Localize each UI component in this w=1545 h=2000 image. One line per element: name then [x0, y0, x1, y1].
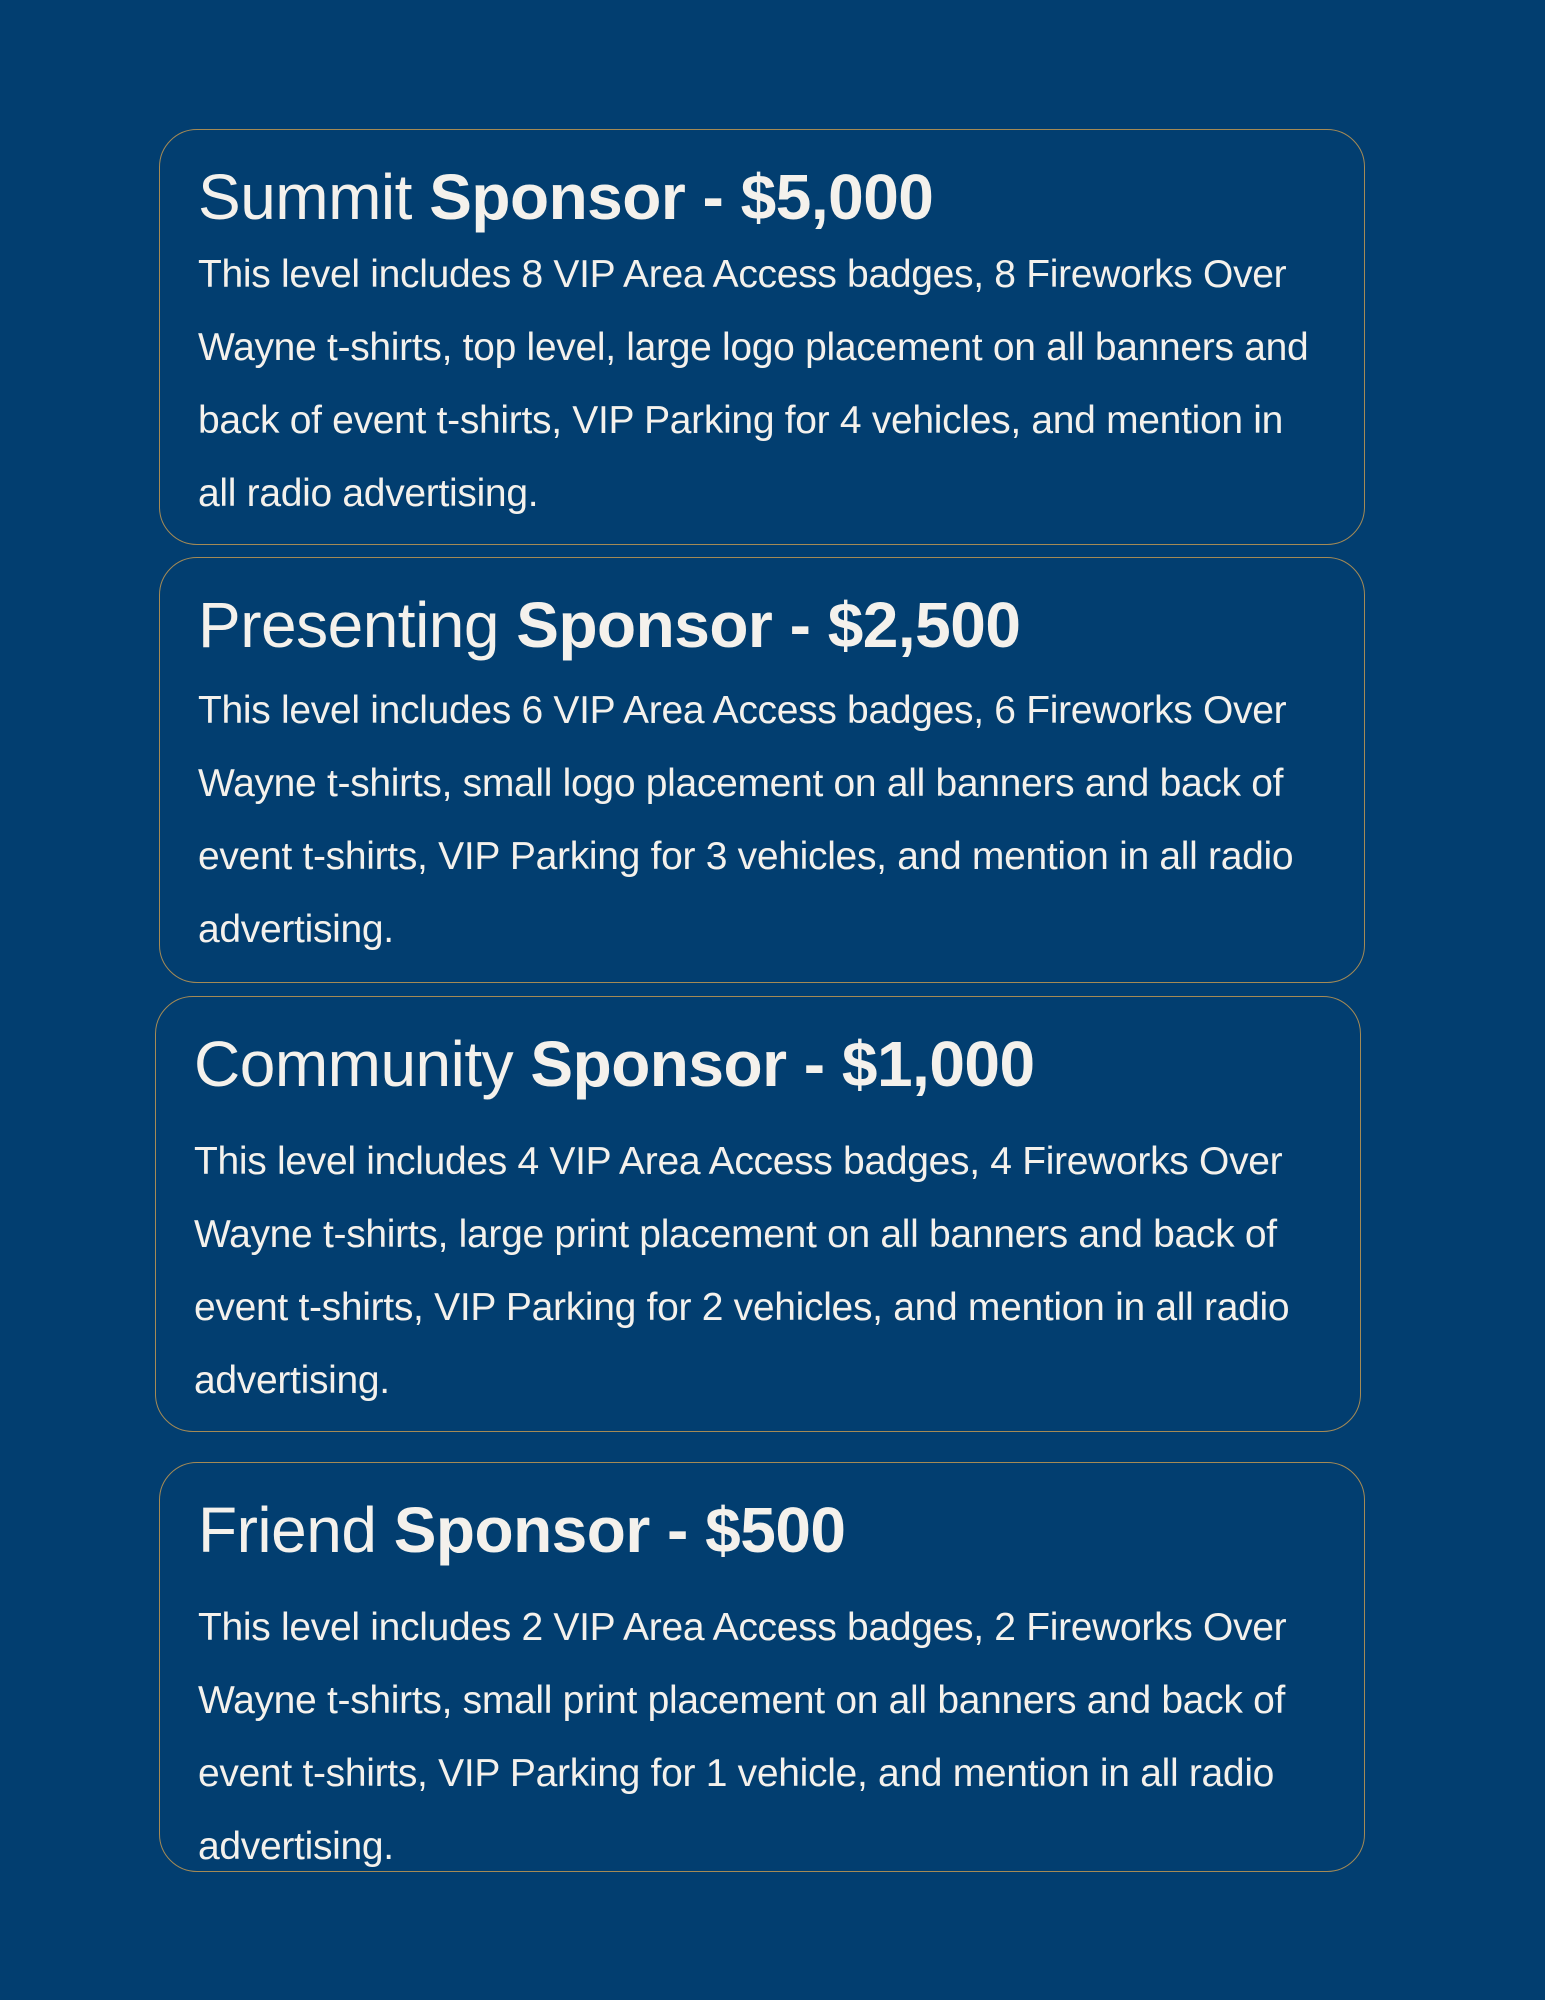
tier-name: Summit — [198, 161, 412, 233]
tier-description: This level includes 6 VIP Area Access badges, 6 Fireworks Over Wayne t-shirts, small logo placement on all banners and back of event t-shirts, VIP Parking for 3 vehicles, and mention in all radio advertising. — [198, 689, 1294, 951]
tier-heading — [198, 584, 1326, 666]
sponsor-tier-summit — [159, 129, 1365, 545]
tier-description: This level includes 8 VIP Area Access badges, 8 Fireworks Over Wayne t-shirts, top level, large logo placement on all banners and back of event t-shirts, VIP Parking for 4 vehicles, and mention in all radio advertising. — [198, 253, 1309, 515]
tier-price: Sponsor - $500 — [393, 1494, 846, 1566]
sponsor-tier-community — [155, 996, 1361, 1432]
tier-heading — [198, 1489, 1326, 1571]
sponsor-tier-presenting — [159, 557, 1365, 983]
tier-heading — [194, 1023, 1322, 1105]
tier-name: Friend — [198, 1494, 377, 1566]
tier-price: Sponsor - $5,000 — [429, 161, 934, 233]
tier-name: Community — [194, 1028, 514, 1100]
tier-price: Sponsor - $1,000 — [530, 1028, 1035, 1100]
tier-description: This level includes 4 VIP Area Access badges, 4 Fireworks Over Wayne t-shirts, large print placement on all banners and back of event t-shirts, VIP Parking for 2 vehicles, and mention in all radio advertising. — [194, 1140, 1290, 1402]
sponsor-tier-friend — [159, 1462, 1365, 1872]
tier-description: This level includes 2 VIP Area Access badges, 2 Fireworks Over Wayne t-shirts, small print placement on all banners and back of event t-shirts, VIP Parking for 1 vehicle, and mention in all radio advertising. — [198, 1606, 1287, 1868]
tier-heading — [198, 156, 1326, 238]
tier-price: Sponsor - $2,500 — [516, 589, 1021, 661]
tier-name: Presenting — [198, 589, 499, 661]
